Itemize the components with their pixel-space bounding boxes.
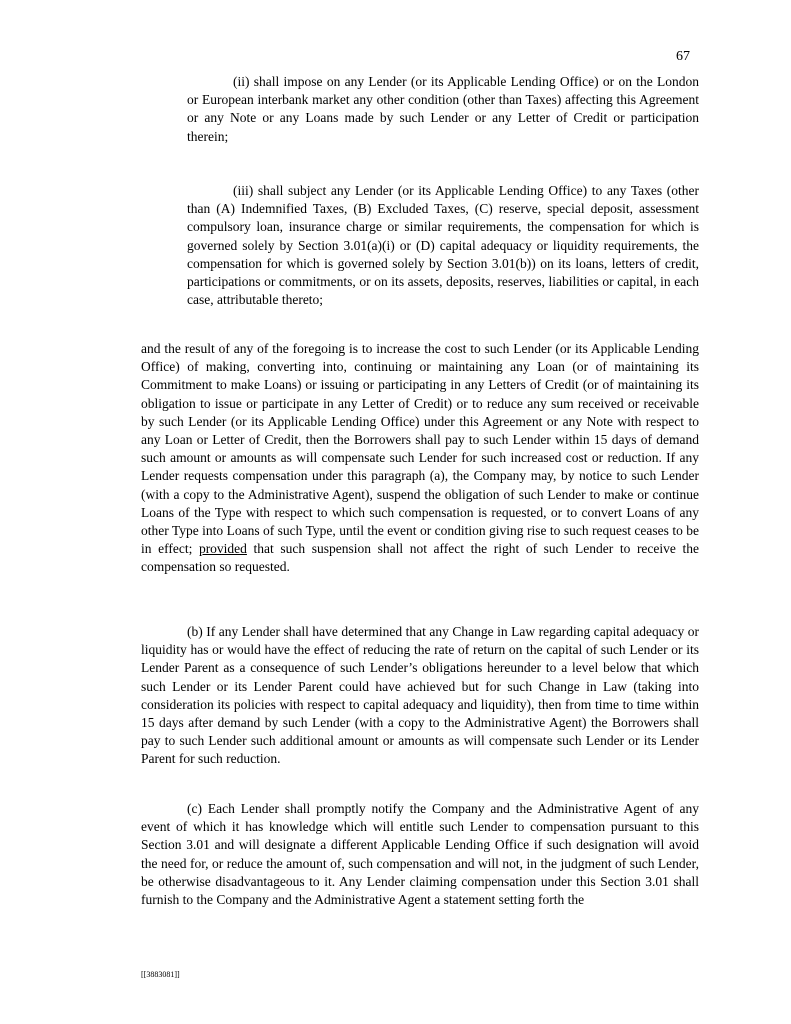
- paragraph-iii-text: (iii) shall subject any Lender (or its Applicable Lending Office) to any Taxes (other than (A) Indemnified Taxes, (B) Excluded Taxes, (C) reserve, special deposit, assessment compulsory loan, insurance charge or similar requirements, the compensation for which is governed solely by Section 3.01(a)(i) or (D) capital adequacy or liquidity requirements, the compensation for which is governed solely by Section 3.01(b)) on its loans, letters of credit, participations or commitments, or on its assets, deposits, reserves, liabilities or capital, in each case, attributable thereto;: [187, 183, 699, 308]
- paragraph-b: [141, 623, 699, 769]
- provided-underlined: provided: [198, 541, 247, 557]
- paragraph-iii: [187, 182, 699, 309]
- paragraph-c-text: (c) Each Lender shall promptly notify the Company and the Administrative Agent of any event of which it has knowledge which will entitle such Lender to compensation pursuant to this Section 3.01 and will designate a different Applicable Lending Office if such designation will avoid the need for, or reduce the amount of, such compensation and will not, in the judgment of such Lender, be otherwise disadvantageous to it. Any Lender claiming compensation under this Section 3.01 shall furnish to the Company and the Administrative Agent a statement setting forth the: [141, 801, 699, 908]
- paragraph-result-text-b: that such suspension shall not affect the right of such Lender to receive the compensation so requested.: [141, 541, 699, 575]
- paragraph-c: [141, 800, 699, 909]
- paragraph-result: [141, 340, 699, 577]
- footer-document-id: [[3883081]]: [141, 970, 180, 979]
- page-number: 67: [676, 49, 690, 64]
- paragraph-ii-text: (ii) shall impose on any Lender (or its Applicable Lending Office) or on the London or European interbank market any other condition (other than Taxes) affecting this Agreement or any Note or any Loans made by such Lender or any Letter of Credit or participation therein;: [187, 74, 699, 144]
- paragraph-b-text: (b) If any Lender shall have determined that any Change in Law regarding capital adequacy or liquidity has or would have the effect of reducing the rate of return on the capital of such Lender or its Lender Parent as a consequence of such Lender’s obligations hereunder to a level below that which such Lender or its Lender Parent could have achieved but for such Change in Law (taking into consideration its policies with respect to capital adequacy and liquidity), then from time to time within 15 days after demand by such Lender (with a copy to the Administrative Agent) the Borrowers shall pay to such Lender such additional amount or amounts as will compensate such Lender or its Lender Parent for such reduction.: [141, 624, 699, 767]
- paragraph-result-text-a: and the result of any of the foregoing is to increase the cost to such Lender (or its Applicable Lending Office) of making, converting into, continuing or maintaining any Loan (or of maintaining its Commitment to make Loans) or issuing or participating in any Letters of Credit (or of maintaining its obligation to issue or participate in any Letter of Credit) or to reduce any sum received or receivable by such Lender (or its Applicable Lending Office) under this Agreement or any Note with respect to any Loan or Letter of Credit, then the Borrowers shall pay to such Lender within 15 days of demand such amount or amounts as will compensate such Lender for such increased cost or reduction. If any Lender requests compensation under this paragraph (a), the Company may, by notice to such Lender (with a copy to the Administrative Agent), suspend the obligation of such Lender to make or continue Loans of the Type with respect to which such compensation is requested, or to convert Loans of any other Type into Loans of such Type, until the event or condition giving rise to such request ceases to be in effect;: [141, 341, 699, 557]
- paragraph-ii: [187, 73, 699, 146]
